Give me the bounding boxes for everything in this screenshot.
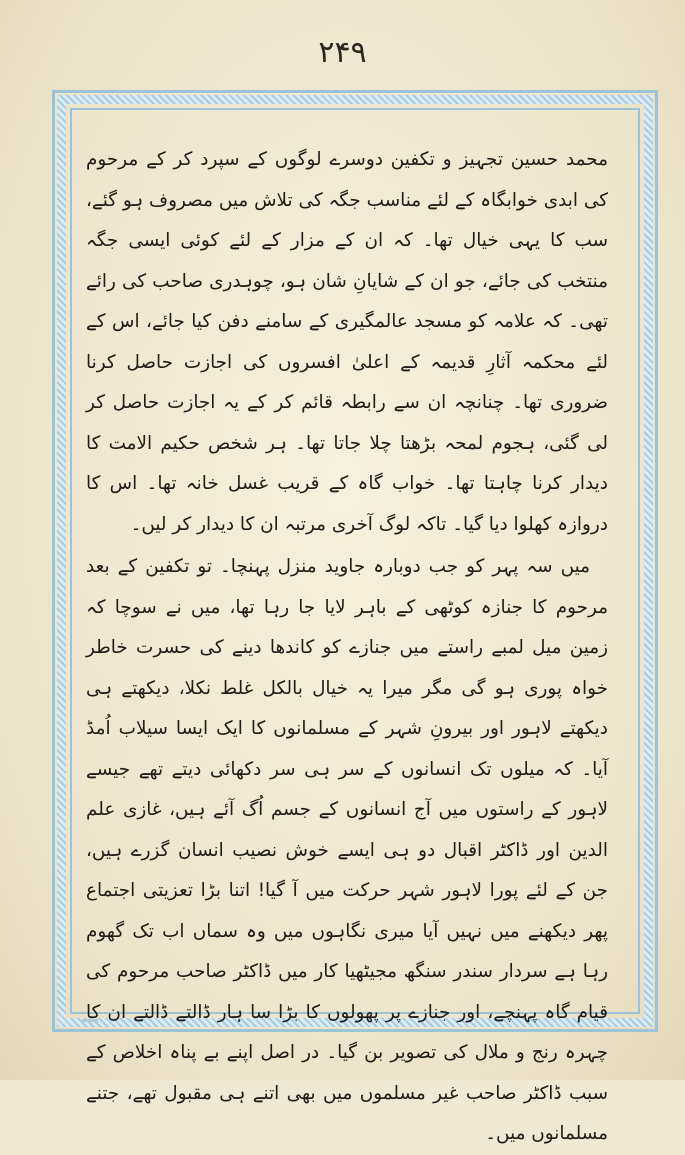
page-number: ۲۴۹ [318,35,367,70]
body-text [86,140,608,1155]
paragraph: میں سہ پہر کو جب دوبارہ جاوید منزل پہنچا۔ تو تکفین کے بعد مرحوم کا جنازہ کوٹھی کے باہر لایا جا رہا تھا، میں نے سوچا کہ زمین میل لمبے راستے میں جنازے کو کاندھا دینے کی حسرت خاطر خواہ پوری ہو گی مگر میرا یہ خیال بالکل غلط نکلا، دیکھتے ہی دیکھتے لاہور اور بیرونِ شہر کے مسلمانوں کا ایک ایسا سیلاب اُمڈ آیا۔ کہ میلوں تک انسانوں کے سر ہی سر دکھائی دیتے تھے جیسے لاہور کے راستوں میں آج انسانوں کے جسم اُگ آئے ہیں، غازی علم الدین اور ڈاکٹر اقبال دو ہی ایسے خوش نصیب انسان گزرے ہیں، جن کے لئے پورا لاہور شہر حرکت میں آ گیا! اتنا بڑا تعزیتی اجتماع پھر دیکھنے میں نہیں آیا میری نگاہوں میں وہ سماں اب تک گھوم رہا ہے سردار سندر سنگھ مجیٹھیا کار میں ڈاکٹر صاحب مرحوم کی قیام گاہ پہنچے، اور جنازے پر پھولوں کا بڑا سا ہار ڈالتے ڈالتے ان کا چہرہ رنج و ملال کی تصویر بن گیا۔ در اصل اپنے بے پناہ اخلاص کے سبب ڈاکٹر صاحب غیر مسلموں میں بھی اتنے ہی مقبول تھے، جتنے مسلمانوں میں۔ [86,556,608,1144]
paragraph: محمد حسین تجہیز و تکفین دوسرے لوگوں کے سپرد کر کے مرحوم کی ابدی خوابگاہ کے لئے مناسب جگہ کی تلاش میں مصروف ہو گئے، سب کا یہی خیال تھا۔ کہ ان کے مزار کے لئے کوئی ایسی جگہ منتخب کی جائے، جو ان کے شایانِ شان ہو، چوہدری صاحب کی رائے تھی۔ کہ علامہ کو مسجد عالمگیری کے سامنے دفن کیا جائے، اس کے لئے محکمہ آثارِ قدیمہ کے اعلیٰ افسروں کی اجازت حاصل کرنا ضروری تھا۔ چنانچہ ان سے رابطہ قائم کر کے یہ اجازت حاصل کر لی گئی، ہجوم لمحہ بڑھتا چلا جاتا تھا۔ ہر شخص حکیم الامت کا دیدار کرنا چاہتا تھا۔ خواب گاہ کے قریب غسل خانہ تھا۔ اس کا دروازہ کھلوا دیا گیا۔ تاکہ لوگ آخری مرتبہ ان کا دیدار کر لیں۔ [86,149,608,535]
